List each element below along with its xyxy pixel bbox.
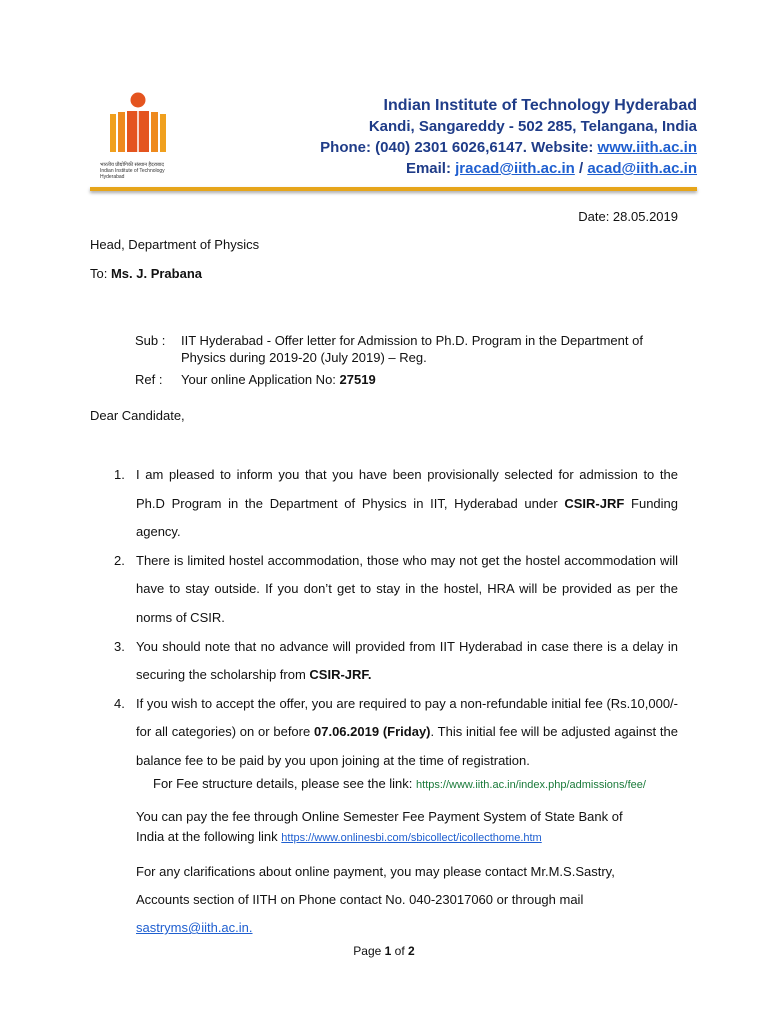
item-text: Funding agency. bbox=[136, 495, 678, 540]
list-item bbox=[90, 461, 678, 547]
contact-paragraph bbox=[136, 858, 686, 942]
page-number bbox=[0, 944, 768, 958]
current-page: 1 bbox=[384, 944, 392, 958]
email-link-jracad[interactable]: jracad@iith.ac.in bbox=[455, 160, 575, 177]
phone-website-label: Phone: (040) 2301 6026,6147. Website: bbox=[320, 139, 594, 156]
total-pages: 2 bbox=[408, 944, 415, 958]
conditions-list bbox=[90, 461, 678, 776]
contact-line bbox=[320, 137, 697, 158]
header-divider bbox=[90, 187, 697, 191]
logo-caption-hindi: भारतीय प्रौद्योगिकी संस्थान हैदराबाद bbox=[100, 162, 164, 168]
fee-structure-line bbox=[153, 776, 646, 791]
contact-email-link[interactable]: sastryms@iith.ac.in. bbox=[136, 920, 253, 935]
contact-line-1: For any clarifications about online payment, you may please contact Mr.M.S.Sastry, bbox=[136, 864, 615, 879]
letterhead bbox=[320, 95, 697, 179]
item-text: I am pleased to inform you that you have been provisionally selected for admission to the Ph.D Program in the Department of Physics in IIT, Hyderabad under bbox=[136, 467, 678, 511]
list-number: 4. bbox=[114, 695, 125, 711]
list-item bbox=[90, 633, 678, 690]
subject-label: Sub : bbox=[135, 333, 166, 348]
institute-name: Indian Institute of Technology Hyderabad bbox=[383, 97, 697, 114]
email-line bbox=[320, 158, 697, 179]
email-separator: / bbox=[578, 160, 584, 177]
letter-date: Date: 28.05.2019 bbox=[578, 209, 678, 224]
item-bold-text: CSIR-JRF bbox=[564, 495, 625, 511]
sender-line: Head, Department of Physics bbox=[90, 237, 260, 252]
ref-text bbox=[181, 371, 376, 388]
email-label: Email: bbox=[405, 160, 451, 177]
iith-logo bbox=[100, 92, 190, 182]
item-bold-text: 07.06.2019 (Friday) bbox=[314, 724, 431, 740]
institute-address: Kandi, Sangareddy - 502 285, Telangana, India bbox=[368, 118, 697, 135]
item-text: You should note that no advance will provided from IIT Hyderabad in case there is a delay in securing the scholarship from bbox=[136, 638, 678, 683]
subject-line-1: IIT Hyderabad - Offer letter for Admission to Ph.D. Program in the Department of bbox=[181, 333, 643, 348]
to-label: To: bbox=[90, 266, 108, 281]
item-bold-text: CSIR-JRF. bbox=[309, 667, 372, 683]
fee-structure-text: For Fee structure details, please see the link: bbox=[153, 776, 413, 791]
list-number: 2. bbox=[114, 552, 125, 568]
list-item bbox=[90, 690, 678, 776]
website-link[interactable]: www.iith.ac.in bbox=[597, 139, 697, 156]
payment-paragraph bbox=[136, 807, 686, 848]
item-text: If you wish to accept the offer, you are required to pay a non-refundable initial fee (Rs.10,000/- for all categories) on or before bbox=[136, 695, 678, 740]
fee-structure-link[interactable]: https://www.iith.ac.in/index.php/admissions/fee/ bbox=[416, 779, 646, 791]
salutation: Dear Candidate, bbox=[90, 408, 185, 423]
recipient-name: Ms. J. Prabana bbox=[110, 266, 203, 281]
logo-caption-english: Indian Institute of Technology Hyderabad bbox=[100, 168, 165, 180]
page-of: of bbox=[394, 944, 405, 958]
item-text: . This initial fee will be adjusted against the balance fee to be paid by you upon joining at the time of registration. bbox=[136, 724, 678, 768]
subject-text bbox=[181, 332, 691, 366]
subject-line-2: Physics during 2019-20 (July 2019) – Reg. bbox=[181, 350, 427, 365]
payment-line-1: You can pay the fee through Online Semester Fee Payment System of State Bank of bbox=[136, 809, 623, 824]
recipient-line bbox=[90, 265, 202, 282]
payment-line-2 bbox=[136, 827, 686, 848]
list-item bbox=[90, 547, 678, 633]
page-label: Page bbox=[353, 944, 382, 958]
list-number: 3. bbox=[114, 638, 125, 654]
ref-description: Your online Application No: bbox=[181, 372, 336, 387]
list-number: 1. bbox=[114, 467, 125, 482]
application-number: 27519 bbox=[339, 372, 376, 387]
sbi-collect-link[interactable]: https://www.onlinesbi.com/sbicollect/icollecthome.htm bbox=[281, 832, 542, 844]
item-text: There is limited hostel accommodation, those who may not get the hostel accommodation will have to stay outside. If you don’t get to stay in the hostel, HRA will be provided as per the norms of CSIR. bbox=[136, 552, 678, 625]
email-link-acad[interactable]: acad@iith.ac.in bbox=[587, 160, 697, 177]
ref-label: Ref : bbox=[135, 372, 163, 387]
payment-text: India at the following link bbox=[136, 829, 278, 844]
contact-line-2: Accounts section of IITH on Phone contact No. 040-23017060 or through mail bbox=[136, 892, 584, 907]
